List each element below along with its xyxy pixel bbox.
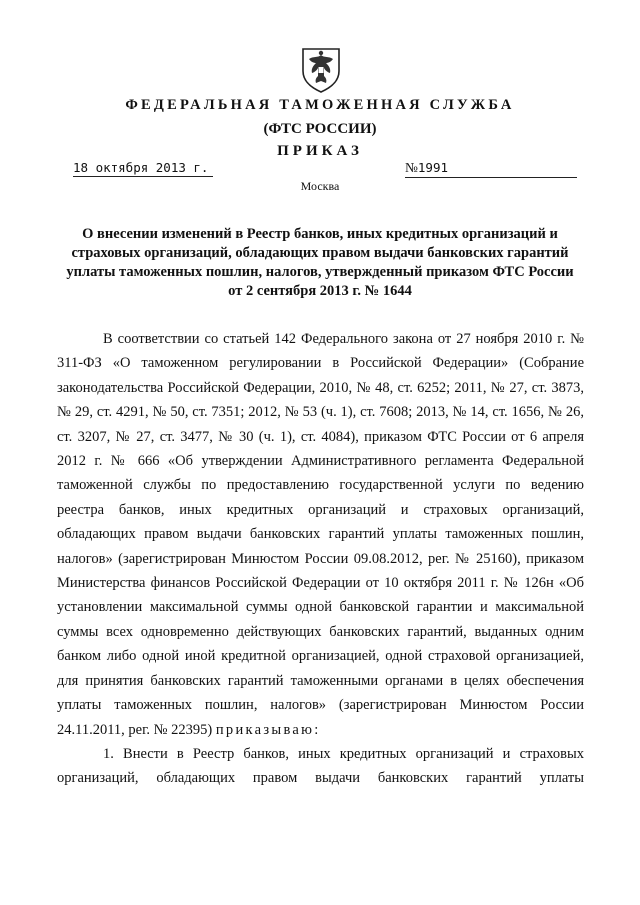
point-1: 1. Внести в Реестр банков, иных кредитных организаций и страховых организаций, обладающих правом выдачи банковских гарантий уплаты [57, 745, 584, 787]
city: Москва [300, 179, 340, 193]
agency-name: ФЕДЕРАЛЬНАЯ ТАМОЖЕННАЯ СЛУЖБА [125, 97, 515, 113]
document-type: ПРИКАЗ [277, 143, 363, 159]
document-body [57, 327, 584, 791]
document-title: О внесении изменений в Реестр банков, иных кредитных организаций и страховых организаций, обладающих правом выдачи банковских гарантий уплаты таможенных пошлин, налогов, утвержденный приказом ФТС России от 2 сентября 2013 г. № 1644 [66, 226, 574, 299]
coat-of-arms-emblem [299, 45, 343, 93]
agency-short-name: (ФТС РОССИИ) [263, 121, 377, 137]
order-word: приказываю: [215, 721, 321, 738]
order-number [405, 160, 577, 178]
order-date: 18 октября 2013 г. [73, 160, 213, 177]
number-sign: № [405, 160, 418, 175]
preamble-paragraph [57, 327, 584, 742]
number-value: 1991 [417, 160, 448, 175]
preamble-text: В соответствии со статьей 142 Федерального закона от 27 ноября 2010 г. № 311-ФЗ «О таможенном регулировании в Российской Федерации» (Собрание законодательства Российской Федерации, 2010, № 48, ст. 6252; 2011, № 27, ст. 3873, № 29, ст. 4291, № 50, ст. 7351; 2012, № 53 (ч. 1), ст. 7608; 2013, № 14, ст. 1656, № 26, ст. 3207, № 27, ст. 3477, № 30 (ч. 1), ст. 4084), приказом ФТС России от 6 апреля 2012 г. № 666 «Об утверждении Административного регламента Федеральной таможенной службы по предоставлению государственной услуги по ведению реестра банков, иных кредитных организаций и страховых организаций, обладающих правом выдачи банковских гарантий уплаты таможенных пошлин, налогов» (зарегистрирован Минюстом России 09.08.2012, рег. № 25160), приказом Министерства финансов Российской Федерации от 10 октября 2011 г. № 126н «Об установлении максимальной суммы одной банковской гарантии и максимальной суммы всех одновременно действующих банковских гарантий, выданных одним банком либо одной иной кредитной организацией, одной страховой организацией, для принятия банковских гарантий таможенными органами в целях обеспечения уплаты таможенных пошлин, налогов» (зарегистрирован Минюстом России 24.11.2011, рег. № 22395) [57, 331, 584, 738]
